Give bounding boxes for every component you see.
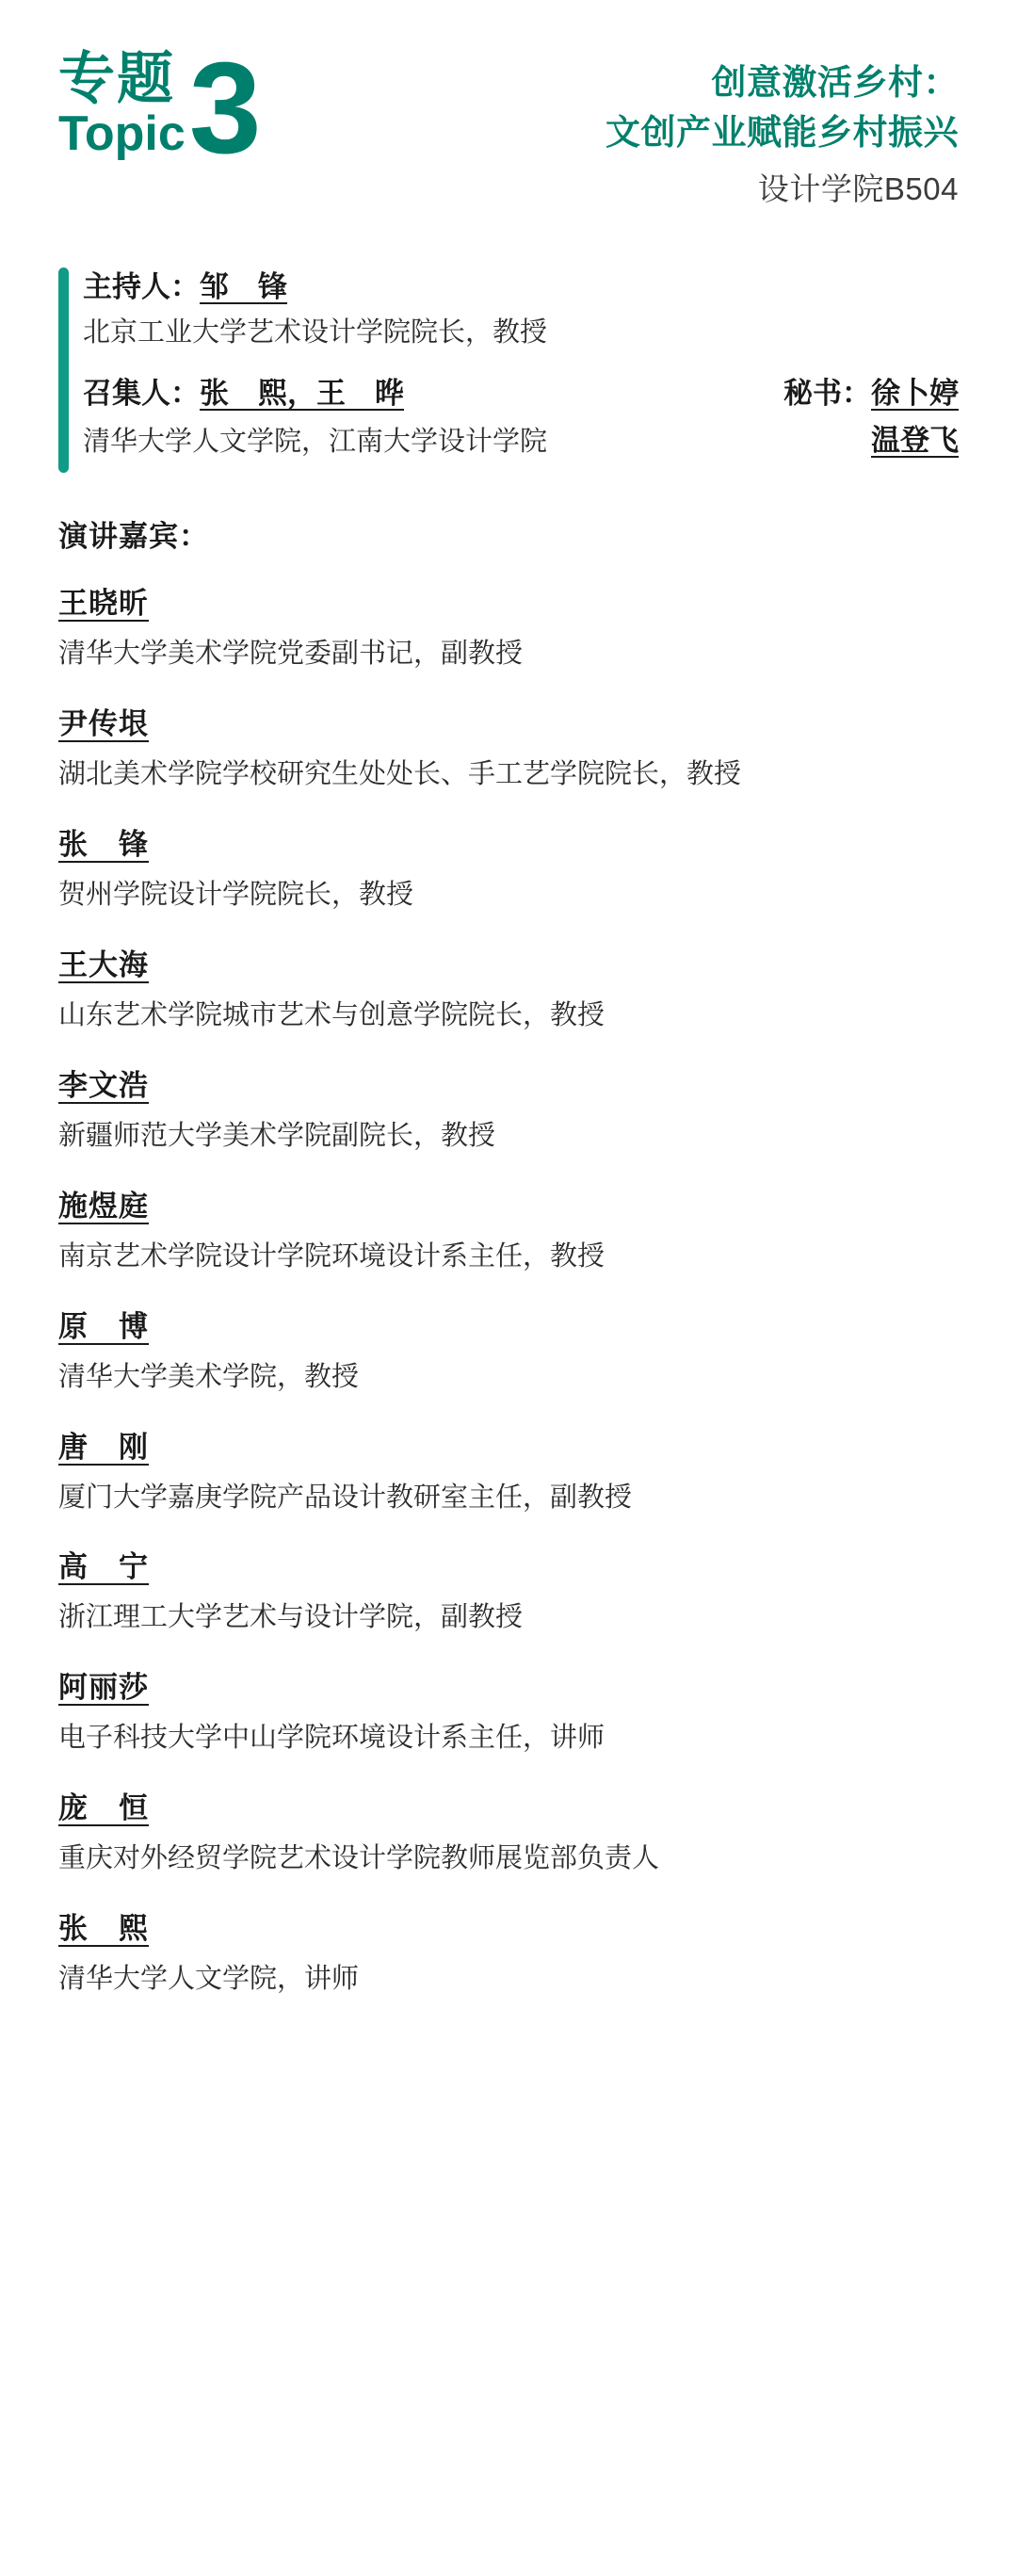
list-item — [58, 1303, 959, 1399]
session-venue: 设计学院B504 — [757, 171, 959, 207]
header-title-group — [605, 38, 959, 209]
speaker-title: 厦门大学嘉庚学院产品设计教研室主任，副教授 — [58, 1482, 633, 1513]
topic-label-en: Topic — [58, 106, 186, 161]
list-item — [58, 700, 959, 796]
speaker-title: 南京艺术学院设计学院环境设计系主任，教授 — [58, 1240, 605, 1272]
convener-names: 张 熙，王 晔 — [200, 376, 404, 410]
speaker-name: 王晓昕 — [58, 586, 149, 620]
speaker-name: 王大海 — [58, 948, 149, 981]
host-row — [83, 264, 959, 311]
convener-row — [83, 369, 959, 417]
speaker-name: 张 锋 — [58, 827, 149, 861]
secretary-line — [783, 369, 959, 412]
secretary-name-2: 温登飞 — [871, 424, 959, 458]
speaker-name: 原 博 — [58, 1309, 149, 1343]
convener-affiliation: 清华大学人文学院，江南大学设计学院 — [83, 427, 548, 458]
list-item — [58, 1423, 959, 1519]
speaker-title: 清华大学人文学院，讲师 — [58, 1964, 360, 1995]
host-affiliation: 北京工业大学艺术设计学院院长，教授 — [83, 316, 548, 348]
list-item — [58, 1904, 959, 2001]
topic-label-cn: 专题 — [58, 47, 175, 110]
speaker-title: 贺州学院设计学院院长，教授 — [58, 879, 414, 910]
convener-label: 召集人： — [83, 376, 200, 410]
host-line — [83, 264, 287, 311]
speaker-name: 高 宁 — [58, 1550, 149, 1584]
topic-words — [58, 38, 186, 160]
speaker-title: 湖北美术学院学校研究生处处长、手工艺学院院长，教授 — [58, 758, 742, 789]
convener-affiliation-row — [83, 416, 959, 478]
roles-section — [58, 264, 959, 478]
convener-line — [83, 370, 404, 417]
speaker-title: 山东艺术学院城市艺术与创意学院院长，教授 — [58, 999, 605, 1030]
speaker-title: 清华大学美术学院党委副书记，副教授 — [58, 638, 524, 669]
speaker-title: 新疆师范大学美术学院副院长，教授 — [58, 1120, 496, 1151]
list-item — [58, 941, 959, 1037]
topic-number: 3 — [188, 36, 262, 181]
speaker-name: 唐 刚 — [58, 1430, 149, 1464]
speaker-title: 浙江理工大学艺术与设计学院，副教授 — [58, 1602, 524, 1633]
list-item — [58, 1061, 959, 1158]
speakers-heading: 演讲嘉宾： — [58, 519, 209, 553]
secretary-label: 秘书： — [783, 376, 871, 410]
speaker-name: 张 熙 — [58, 1912, 149, 1946]
host-label: 主持人： — [83, 270, 200, 304]
page-header — [0, 0, 1017, 237]
session-title-line2: 文创产业赋能乡村振兴 — [605, 112, 959, 152]
speaker-name: 庞 恒 — [58, 1791, 149, 1825]
speaker-name: 李文浩 — [58, 1068, 149, 1102]
session-title-line1: 创意激活乡村： — [711, 63, 959, 102]
speaker-title: 电子科技大学中山学院环境设计系主任，讲师 — [58, 1723, 605, 1754]
list-item — [58, 1784, 959, 1880]
list-item — [58, 1543, 959, 1639]
list-item — [58, 820, 959, 916]
speaker-title: 清华大学美术学院，教授 — [58, 1361, 360, 1392]
speaker-name: 尹传垠 — [58, 706, 149, 740]
speakers-section — [58, 512, 959, 2001]
speaker-name: 施煜庭 — [58, 1189, 149, 1223]
list-item — [58, 1182, 959, 1278]
topic-badge — [58, 36, 262, 181]
speaker-name: 阿丽莎 — [58, 1671, 149, 1705]
speaker-title: 重庆对外经贸学院艺术设计学院教师展览部负责人 — [58, 1843, 660, 1874]
host-name: 邹 锋 — [200, 270, 287, 304]
list-item — [58, 579, 959, 675]
secretary-name-1: 徐卜婷 — [871, 376, 959, 410]
list-item — [58, 1663, 959, 1759]
